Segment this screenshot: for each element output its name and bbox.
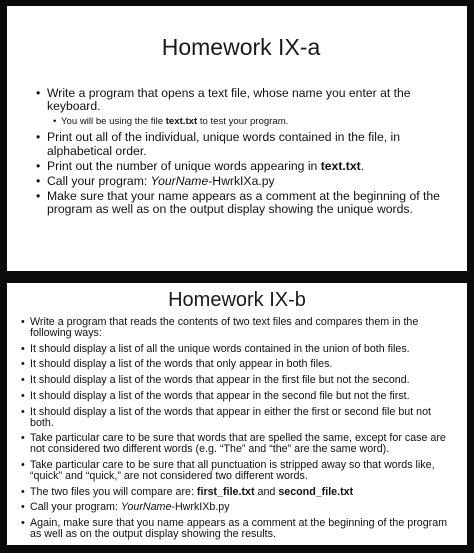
list-item: • Write a program that reads the contents of two text files and compares them in the following ways: [21,317,453,339]
list-item: • It should display a list of the words that only appear in both files. [21,359,453,370]
bullet-list [21,317,453,540]
list-item: • Call your program: YourName-HwrkIXb.py [21,502,453,513]
list-item: • Make sure that your name appears as a comment at the beginning of the program as well as on the output display showing the unique words. [37,190,445,216]
list-item: • It should display a list of the words that appear in either the first or second file but not both. [21,407,453,429]
list-item: • Write a program that opens a text file, whose name you enter at the keyboard. [37,87,445,113]
list-item: • Print out all of the individual, unique words contained in the file, in alphabetical order. [37,131,445,157]
list-item: • It should display a list of the words that appear in the second file but not the first. [21,391,453,402]
list-item: • You will be using the file text.txt to test your program. [37,115,445,128]
list-item: • It should display a list of the words that appear in the first file but not the second. [21,375,453,386]
list-item: • Call your program: YourName-HwrkIXa.py [37,175,445,188]
list-item: • It should display a list of all the unique words contained in the union of both files. [21,344,453,355]
homework-ixb-slide [7,283,467,545]
homework-ixa-slide [7,6,467,271]
slide-title: Homework IX-b [168,289,306,311]
list-item: • Take particular care to be sure that words that are spelled the same, except for case are not considered two different words (e.g. “The” and “the” are the same word). [21,433,453,455]
list-item: • Take particular care to be sure that all punctuation is stripped away so that words like, “quick” and “quick,” are not considered two different words. [21,460,453,482]
list-item: • Print out the number of unique words appearing in text.txt. [37,160,445,173]
list-item: • Again, make sure that you name appears as a comment at the beginning of the program as well as on the output display showing the results. [21,518,453,540]
bullet-list [37,87,445,217]
list-item: • The two files you will compare are: first_file.txt and second_file.txt [21,487,453,498]
slide-title: Homework IX-a [161,34,321,60]
